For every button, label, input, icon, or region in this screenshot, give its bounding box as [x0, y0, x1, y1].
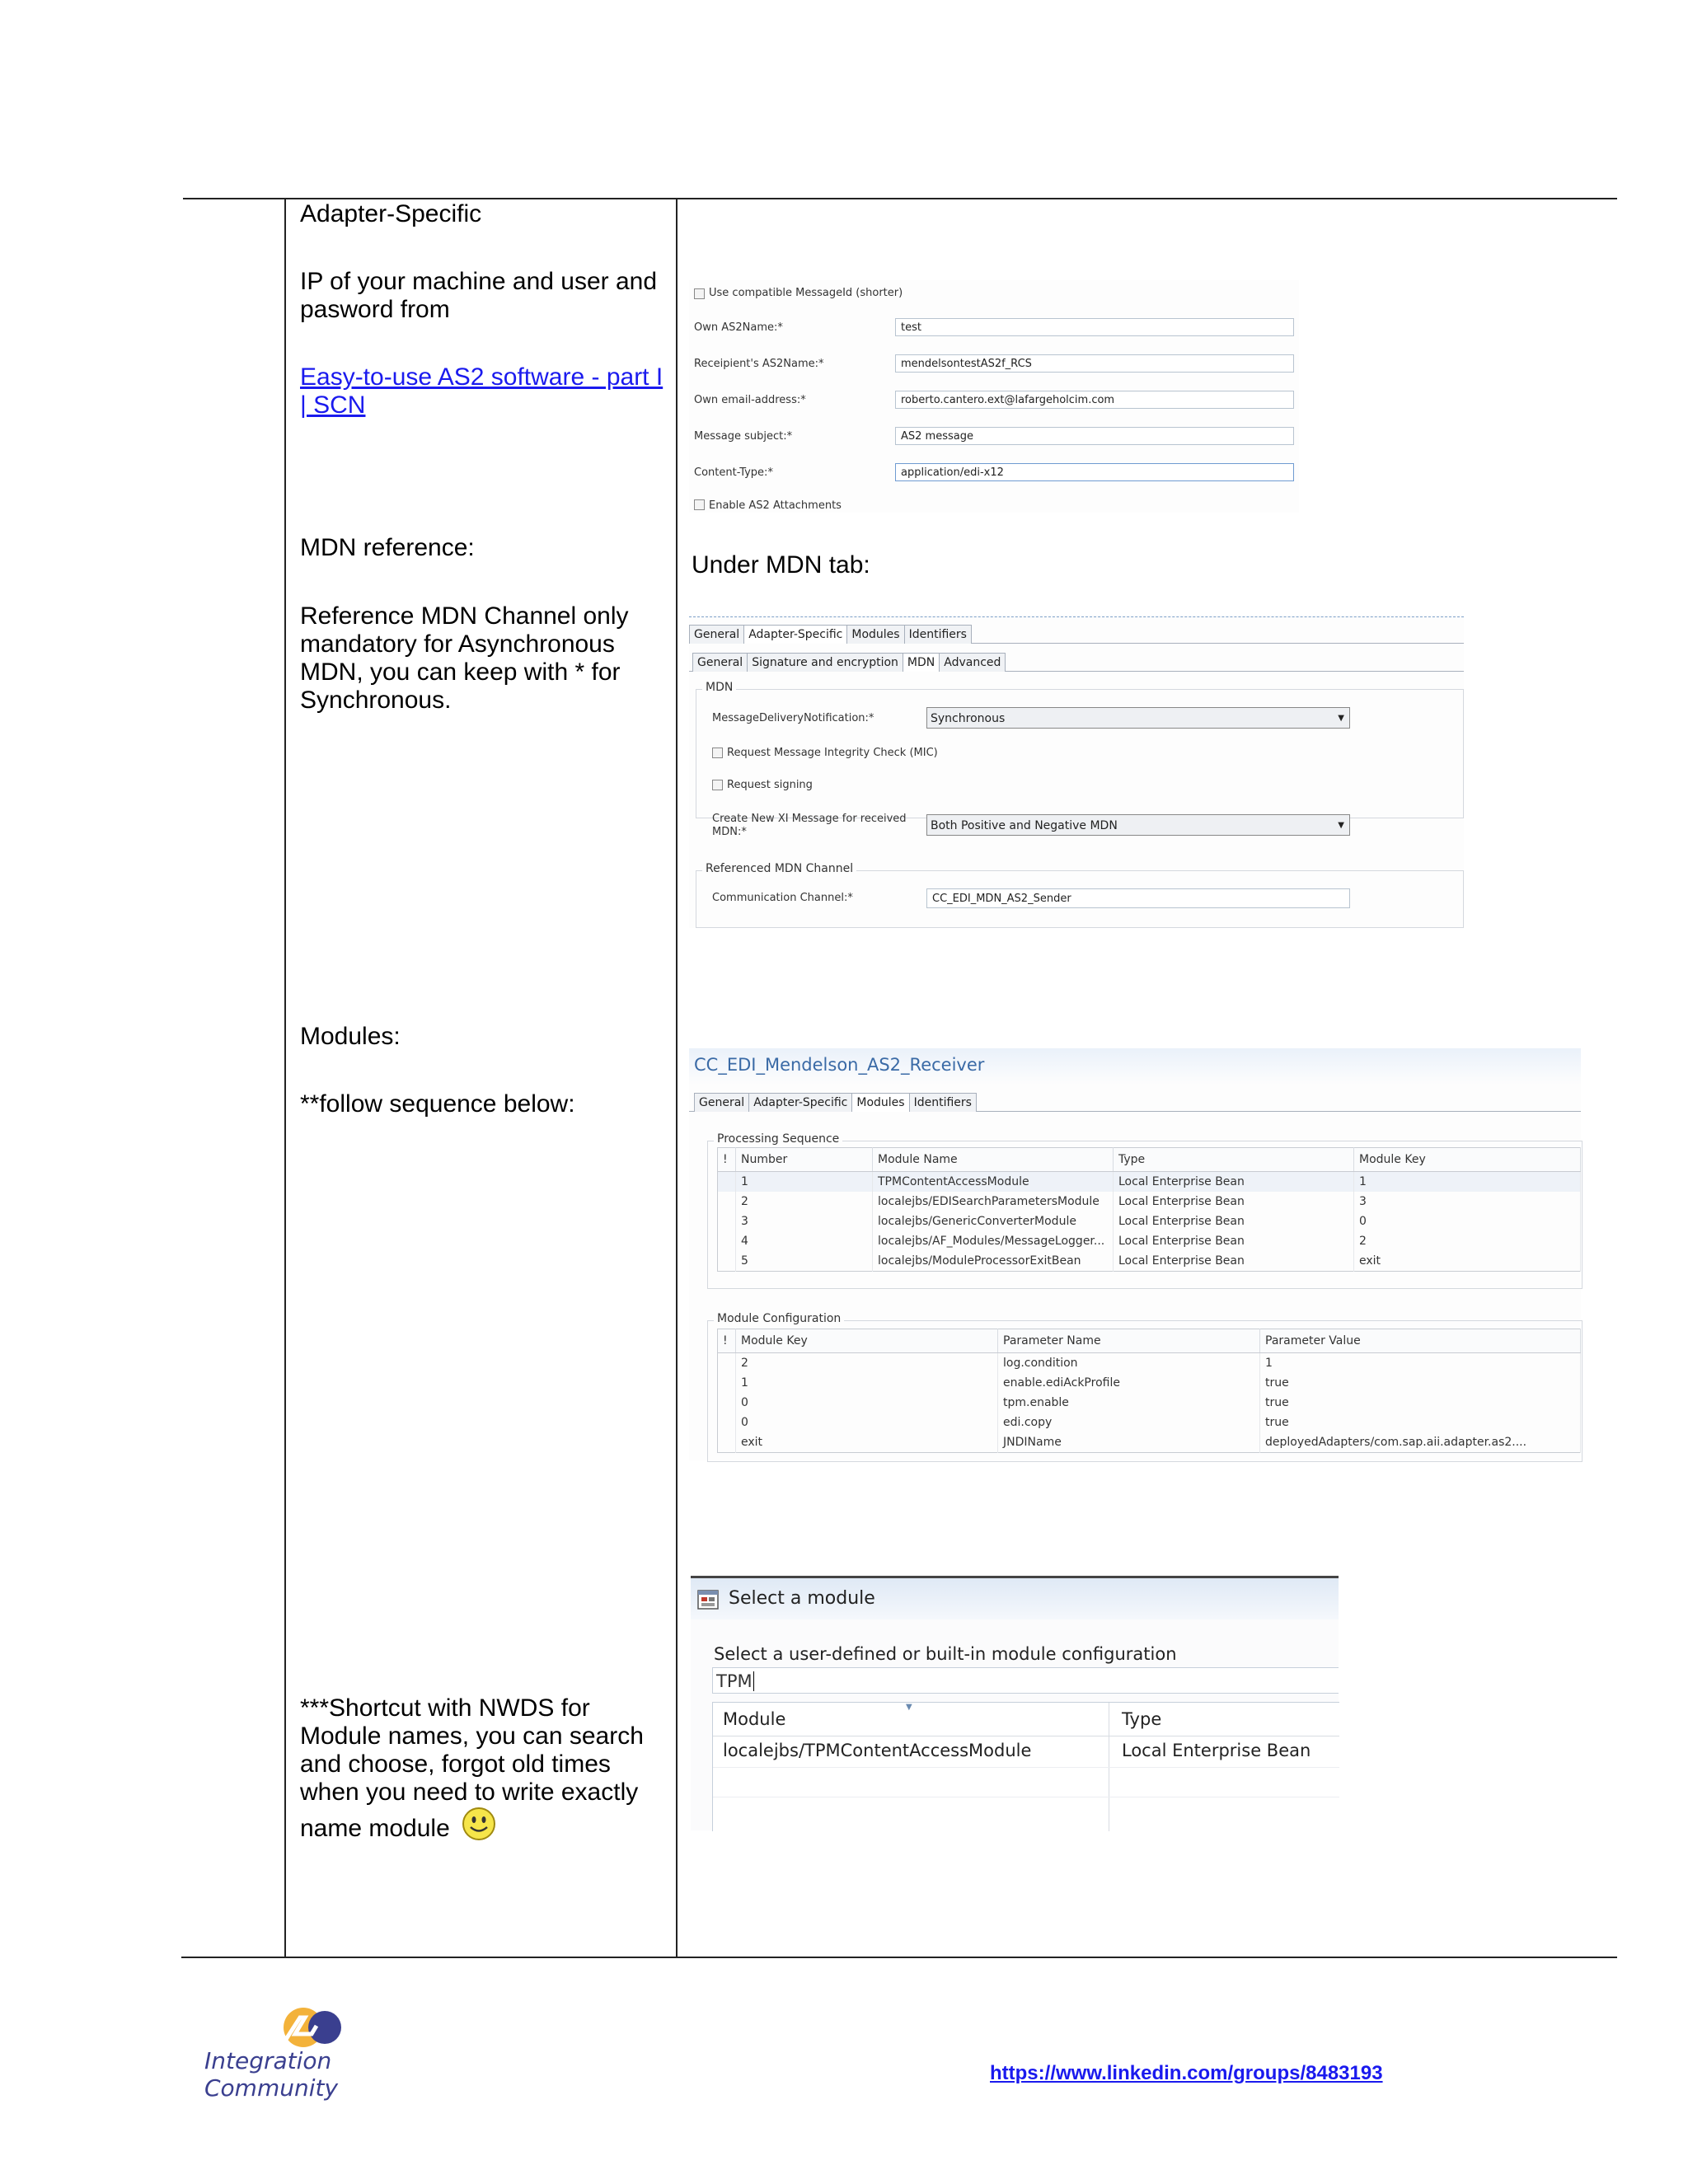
table-row[interactable]: [718, 1432, 1581, 1453]
cell: 1: [1260, 1353, 1581, 1374]
table-col-divider-1: [284, 198, 286, 1958]
cell: [718, 1353, 736, 1374]
scn-link[interactable]: Easy-to-use AS2 software - part I | SCN: [300, 363, 663, 419]
table-header-row: [718, 1148, 1581, 1172]
content-type-label: Content-Type:*: [694, 466, 773, 479]
table-row[interactable]: [718, 1231, 1581, 1251]
cell: Local Enterprise Bean: [1114, 1251, 1354, 1272]
col-number[interactable]: Number: [736, 1148, 873, 1172]
mdn-tab-caption: Under MDN tab:: [692, 551, 870, 579]
tab-general[interactable]: General: [689, 625, 744, 644]
own-email-label: Own email-address:*: [694, 394, 806, 406]
mdn-tab-screenshot: [689, 615, 1464, 928]
cell: 2: [736, 1192, 873, 1212]
cell: [718, 1432, 736, 1453]
tab-adapter-specific[interactable]: Adapter-Specific: [743, 625, 847, 644]
tab-identifiers[interactable]: Identifiers: [909, 1093, 977, 1112]
compat-messageid-checkbox[interactable]: [694, 288, 705, 299]
nwds-shortcut-note: [300, 1694, 654, 1848]
create-message-select[interactable]: [926, 814, 1350, 836]
cell: 0: [1354, 1212, 1581, 1231]
cell: 3: [1354, 1192, 1581, 1212]
cell: true: [1260, 1373, 1581, 1393]
cell: [718, 1251, 736, 1272]
dropdown-arrow-icon: ▼: [1338, 714, 1344, 723]
mdn-reference-heading: MDN reference:: [300, 534, 475, 561]
cell: localejbs/EDISearchParametersModule: [873, 1192, 1114, 1212]
notification-value: Synchronous: [931, 712, 1006, 725]
message-subject-field[interactable]: AS2 message: [895, 427, 1294, 445]
cell: 3: [736, 1212, 873, 1231]
processing-sequence-title: Processing Sequence: [714, 1132, 842, 1146]
dialog-app-icon: [697, 1590, 719, 1610]
channel-title: CC_EDI_Mendelson_AS2_Receiver: [694, 1055, 985, 1075]
cell: [718, 1393, 736, 1413]
notification-label: MessageDeliveryNotification:*: [712, 712, 874, 724]
cell: 1: [1354, 1172, 1581, 1193]
cell: localejbs/GenericConverterModule: [873, 1212, 1114, 1231]
attachments-checkbox[interactable]: [694, 499, 705, 510]
col-flag[interactable]: !: [718, 1329, 736, 1353]
ip-instructions: IP of your machine and user and pasword from: [300, 268, 658, 323]
tab-identifiers[interactable]: Identifiers: [904, 625, 972, 644]
top-tabs: [689, 625, 971, 644]
list-item[interactable]: [713, 1737, 1339, 1767]
table-col-divider-2: [676, 198, 678, 1958]
module-search-input[interactable]: [712, 1667, 1339, 1694]
table-header-row: [718, 1329, 1581, 1353]
linkedin-group-link[interactable]: https://www.linkedin.com/groups/8483193: [990, 2062, 1383, 2084]
cell: [718, 1413, 736, 1432]
mdn-group-title: MDN: [702, 681, 736, 694]
cell: 1: [736, 1172, 873, 1193]
mdn-channel-note: Reference MDN Channel only mandatory for Asynchronous MDN, you can keep with * for Synchronous.: [300, 602, 629, 714]
signing-checkbox[interactable]: [712, 780, 723, 790]
row-divider: [713, 1767, 1339, 1768]
cell: [718, 1212, 736, 1231]
subtab-general[interactable]: General: [692, 653, 748, 672]
table-row[interactable]: [718, 1353, 1581, 1374]
referenced-channel-title: Referenced MDN Channel: [702, 862, 856, 875]
cell: edi.copy: [998, 1413, 1260, 1432]
integration-community-logo: [203, 2001, 425, 2102]
create-message-value: Both Positive and Negative MDN: [931, 819, 1118, 832]
cell: [718, 1192, 736, 1212]
table-row[interactable]: [718, 1373, 1581, 1393]
dropdown-arrow-icon: ▼: [1338, 821, 1344, 830]
col-parameter-name[interactable]: Parameter Name: [998, 1329, 1260, 1353]
adapter-specific-heading: Adapter-Specific: [300, 200, 482, 227]
own-as2name-label: Own AS2Name:*: [694, 321, 783, 334]
cell: 5: [736, 1251, 873, 1272]
cell: 2: [1354, 1231, 1581, 1251]
mic-label: Request Message Integrity Check (MIC): [727, 747, 938, 759]
dialog-title: Select a module: [729, 1588, 875, 1609]
table-row[interactable]: [718, 1212, 1581, 1231]
tab-adapter-specific[interactable]: Adapter-Specific: [748, 1093, 852, 1112]
sub-tabs: [692, 653, 1005, 672]
module-list: [712, 1702, 1339, 1831]
mic-checkbox[interactable]: [712, 748, 723, 758]
text-cursor: [753, 1671, 754, 1691]
processing-sequence-table: [717, 1147, 1581, 1272]
search-value: TPM: [716, 1671, 753, 1691]
create-message-label-line1: Create New XI Message for received: [712, 813, 907, 825]
subtab-advanced[interactable]: Advanced: [939, 653, 1006, 672]
cell: exit: [1354, 1251, 1581, 1272]
smiley-icon: [462, 1807, 496, 1848]
col-module-key[interactable]: Module Key: [736, 1329, 998, 1353]
message-subject-label: Message subject:*: [694, 430, 793, 443]
cell: localejbs/AF_Modules/MessageLogger...: [873, 1231, 1114, 1251]
tab-general[interactable]: General: [694, 1093, 749, 1112]
dialog-prompt: Select a user-defined or built-in module configuration: [714, 1644, 1177, 1664]
recipient-as2name-field[interactable]: mendelsontestAS2f_RCS: [895, 354, 1294, 373]
cell: localejbs/ModuleProcessorExitBean: [873, 1251, 1114, 1272]
cell: deployedAdapters/com.sap.aii.adapter.as2....: [1260, 1432, 1581, 1453]
col-parameter-value[interactable]: Parameter Value: [1260, 1329, 1581, 1353]
attachments-label: Enable AS2 Attachments: [709, 499, 842, 511]
table-bottom-border: [181, 1957, 1617, 1958]
module-type-cell: Local Enterprise Bean: [1122, 1741, 1311, 1760]
signing-label: Request signing: [727, 779, 813, 791]
module-column-header[interactable]: Module: [723, 1709, 786, 1729]
cell: 0: [736, 1413, 998, 1432]
cell: 2: [736, 1353, 998, 1374]
type-column-header[interactable]: Type: [1122, 1709, 1162, 1729]
cell: [718, 1373, 736, 1393]
module-configuration-table: [717, 1329, 1581, 1453]
dashed-top-edge: [689, 616, 1464, 617]
table-row[interactable]: [718, 1393, 1581, 1413]
content-type-field[interactable]: application/edi-x12: [895, 463, 1294, 481]
cell: 4: [736, 1231, 873, 1251]
sort-indicator-icon: ▼: [906, 1703, 912, 1712]
module-tabs: [694, 1093, 976, 1112]
cell: true: [1260, 1393, 1581, 1413]
col-flag[interactable]: !: [718, 1148, 736, 1172]
col-type[interactable]: Type: [1114, 1148, 1354, 1172]
tab-modules[interactable]: Modules: [851, 1093, 909, 1112]
cell: TPMContentAccessModule: [873, 1172, 1114, 1193]
cell: enable.ediAckProfile: [998, 1373, 1260, 1393]
select-module-dialog: [691, 1576, 1339, 1830]
logo-text: Integration Community: [204, 2047, 339, 2102]
cell: log.condition: [998, 1353, 1260, 1374]
cell: Local Enterprise Bean: [1114, 1212, 1354, 1231]
cell: Local Enterprise Bean: [1114, 1231, 1354, 1251]
modules-screenshot: [689, 1048, 1581, 1460]
as2-settings-screenshot: [689, 280, 1299, 513]
channel-label: Communication Channel:*: [712, 892, 853, 904]
col-module-key[interactable]: Module Key: [1354, 1148, 1581, 1172]
cell: Local Enterprise Bean: [1114, 1192, 1354, 1212]
cell: tpm.enable: [998, 1393, 1260, 1413]
modules-heading: Modules:: [300, 1023, 401, 1050]
cell: JNDIName: [998, 1432, 1260, 1453]
table-row[interactable]: [718, 1413, 1581, 1432]
channel-field[interactable]: CC_EDI_MDN_AS2_Sender: [926, 888, 1350, 908]
create-message-label-line2: MDN:*: [712, 826, 747, 838]
compat-messageid-label: Use compatible MessageId (shorter): [709, 287, 903, 299]
own-as2name-field[interactable]: test: [895, 318, 1294, 336]
module-name-cell: localejbs/TPMContentAccessModule: [723, 1741, 1032, 1760]
cell: [718, 1172, 736, 1193]
table-row[interactable]: [718, 1251, 1581, 1272]
notification-select[interactable]: [926, 707, 1350, 729]
cell: 0: [736, 1393, 998, 1413]
recipient-as2name-label: Receipient's AS2Name:*: [694, 358, 824, 370]
table-row[interactable]: [718, 1192, 1581, 1212]
col-module-name[interactable]: Module Name: [873, 1148, 1114, 1172]
table-row[interactable]: [718, 1172, 1581, 1193]
cell: 1: [736, 1373, 998, 1393]
module-configuration-title: Module Configuration: [714, 1312, 844, 1325]
shortcut-text: ***Shortcut with NWDS for Module names, you can search and choose, forgot old times when you need to write exactly name module: [300, 1694, 644, 1842]
logo-mark-icon: [203, 2001, 425, 2050]
subtab-signature[interactable]: Signature and encryption: [747, 653, 903, 672]
subtab-mdn[interactable]: MDN: [903, 653, 940, 672]
cell: exit: [736, 1432, 998, 1453]
cell: true: [1260, 1413, 1581, 1432]
table-top-border: [183, 198, 1617, 199]
tab-modules[interactable]: Modules: [846, 625, 904, 644]
cell: Local Enterprise Bean: [1114, 1172, 1354, 1193]
own-email-field[interactable]: roberto.cantero.ext@lafargeholcim.com: [895, 391, 1294, 409]
sequence-note: **follow sequence below:: [300, 1090, 575, 1118]
cell: [718, 1231, 736, 1251]
